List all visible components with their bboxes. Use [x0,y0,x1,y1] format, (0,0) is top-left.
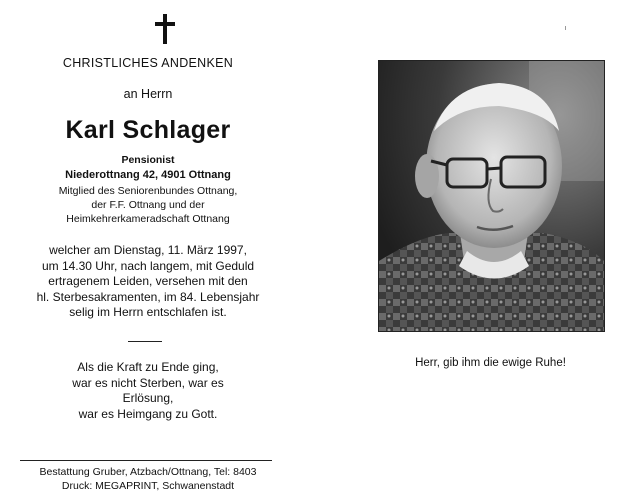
death-notice-line: welcher am Dienstag, 11. März 1997, [49,243,247,257]
portrait-photo [378,60,605,332]
address: Niederottnang 42, 4901 Ottnang [65,169,231,181]
cross-icon [155,14,175,44]
separator [128,341,162,342]
poem-line: Als die Kraft zu Ende ging, [77,360,219,374]
membership-line: der F.F. Ottnang und der [91,199,205,211]
salutation: an Herrn [123,87,173,101]
deceased-name: Karl Schlager [65,116,231,144]
poem [18,360,278,422]
footer [18,465,278,493]
death-notice-line: selig im Herrn entschlafen ist. [69,305,227,319]
membership-line: Heimkehrerkameradschaft Ottnang [66,213,230,225]
footer-line: Druck: MEGAPRINT, Schwanenstadt [61,480,235,492]
membership-text [18,184,278,226]
poem-line: war es nicht Sterben, war es [72,375,224,390]
scan-mark [565,26,566,30]
footer-line: Bestattung Gruber, Atzbach/Ottnang, Tel: 8403 [39,466,257,478]
caption: Herr, gib ihm die ewige Ruhe! [415,357,566,369]
membership-line: Mitglied des Seniorenbundes Ottnang, [58,185,238,197]
heading: CHRISTLICHES ANDENKEN [62,56,234,70]
footer-divider [20,460,272,461]
death-notice-line: ertragenem Leiden, versehen mit den [48,274,248,288]
portrait-image [379,61,604,331]
poem-line: war es Heimgang zu Gott. [78,406,218,421]
death-notice-line: um 14.30 Uhr, nach langem, mit Geduld [41,258,255,273]
death-notice [18,243,278,321]
death-notice-line: hl. Sterbesakramenten, im 84. Lebensjahr [36,289,260,304]
poem-line: Erlösung, [122,391,174,405]
occupation: Pensionist [121,154,175,166]
